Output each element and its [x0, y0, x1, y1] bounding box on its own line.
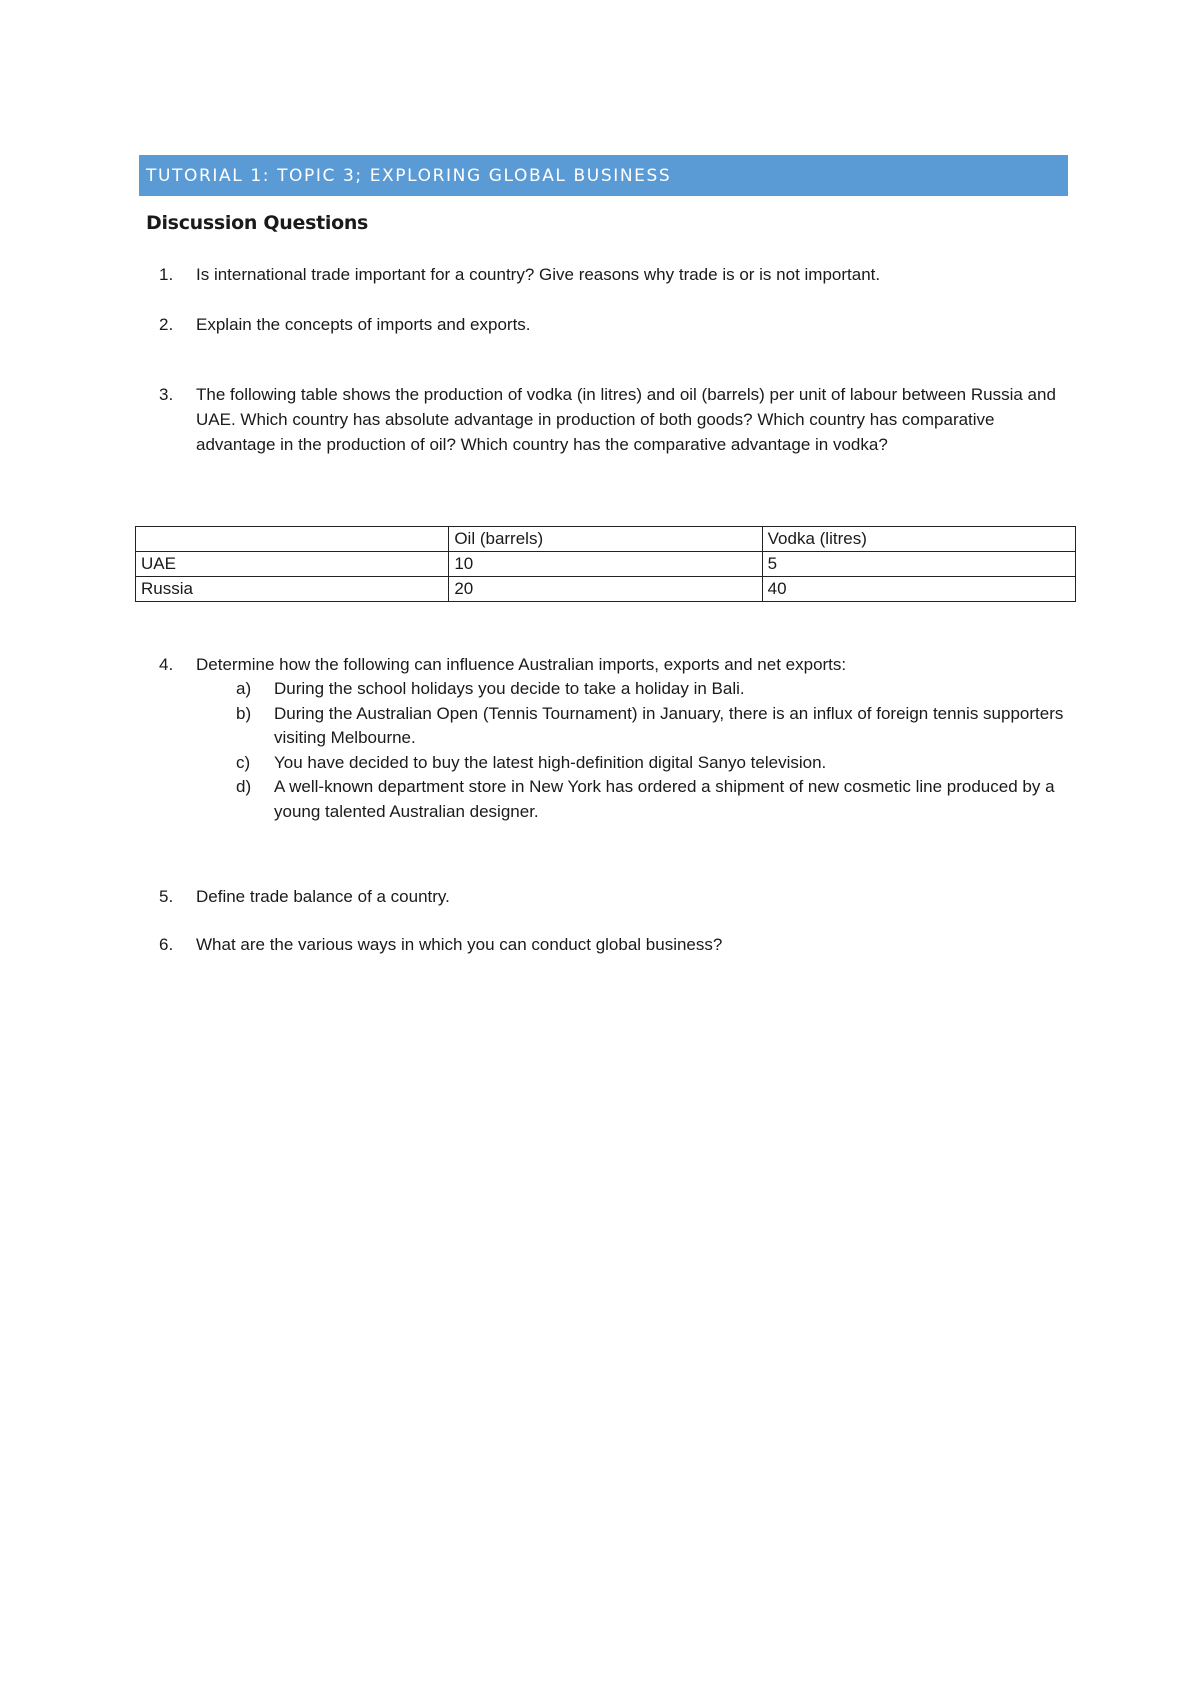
- table-cell: 40: [762, 577, 1075, 602]
- section-title: Discussion Questions: [146, 212, 369, 234]
- question-number: 6.: [159, 935, 174, 954]
- table-cell: 5: [762, 552, 1075, 577]
- banner-title: TUTORIAL 1: TOPIC 3; EXPLORING GLOBAL BUSINESS: [146, 165, 672, 186]
- list-item-text: During the Australian Open (Tennis Tournament) in January, there is an influx of foreign tennis supporters visiting Melbourne.: [274, 703, 1064, 747]
- table-row: [136, 577, 1076, 602]
- question-number: 5.: [159, 887, 174, 906]
- list-item-text: You have decided to buy the latest high-definition digital Sanyo television.: [274, 752, 827, 772]
- list-item-text: During the school holidays you decide to take a holiday in Bali.: [274, 679, 745, 698]
- question-5: [159, 884, 1059, 909]
- production-table: [135, 526, 1076, 602]
- table-cell: 20: [449, 577, 762, 602]
- table-header-cell: Oil (barrels): [449, 527, 762, 552]
- list-item: [236, 775, 1076, 824]
- question-2: [159, 312, 1059, 337]
- question-number: 3.: [159, 385, 174, 404]
- list-item: [236, 702, 1076, 751]
- list-item: [236, 677, 1076, 702]
- list-item: [236, 751, 1076, 776]
- question-text: Define trade balance of a country.: [196, 887, 450, 906]
- title-banner: [139, 155, 1068, 196]
- question-number: 2.: [159, 315, 174, 334]
- list-item-letter: a): [236, 679, 252, 698]
- list-item-text: A well-known department store in New York has ordered a shipment of new cosmetic line produced by a young talented Australian designer.: [274, 777, 1055, 821]
- table-cell: UAE: [136, 552, 449, 577]
- table-header-row: [136, 527, 1076, 552]
- question-text: The following table shows the production of vodka (in litres) and oil (barrels) per unit of labour between Russia and UAE. Which country has absolute advantage in production of both goods? Which country has comparative advantage in the production of oil? Which country has the comparative advantage in vodka?: [196, 385, 1056, 454]
- question-text: Explain the concepts of imports and exports.: [196, 315, 531, 334]
- table-cell: Russia: [136, 577, 449, 602]
- question-text: What are the various ways in which you can conduct global business?: [196, 935, 723, 954]
- table-header-cell: Vodka (litres): [762, 527, 1075, 552]
- question-6: [159, 932, 1059, 957]
- question-3: [159, 382, 1059, 457]
- table-header-cell: [136, 527, 449, 552]
- question-4-subitems: [236, 677, 1076, 824]
- list-item-letter: c): [236, 752, 251, 772]
- question-4: [159, 652, 1059, 677]
- question-number: 4.: [159, 655, 174, 674]
- list-item-letter: d): [236, 777, 252, 796]
- question-text: Is international trade important for a country? Give reasons why trade is or is not important.: [196, 265, 881, 284]
- question-text: Determine how the following can influence Australian imports, exports and net exports:: [196, 655, 847, 674]
- table-row: [136, 552, 1076, 577]
- list-item-letter: b): [236, 703, 252, 723]
- question-number: 1.: [159, 265, 174, 284]
- table-cell: 10: [449, 552, 762, 577]
- question-1: [159, 262, 1059, 287]
